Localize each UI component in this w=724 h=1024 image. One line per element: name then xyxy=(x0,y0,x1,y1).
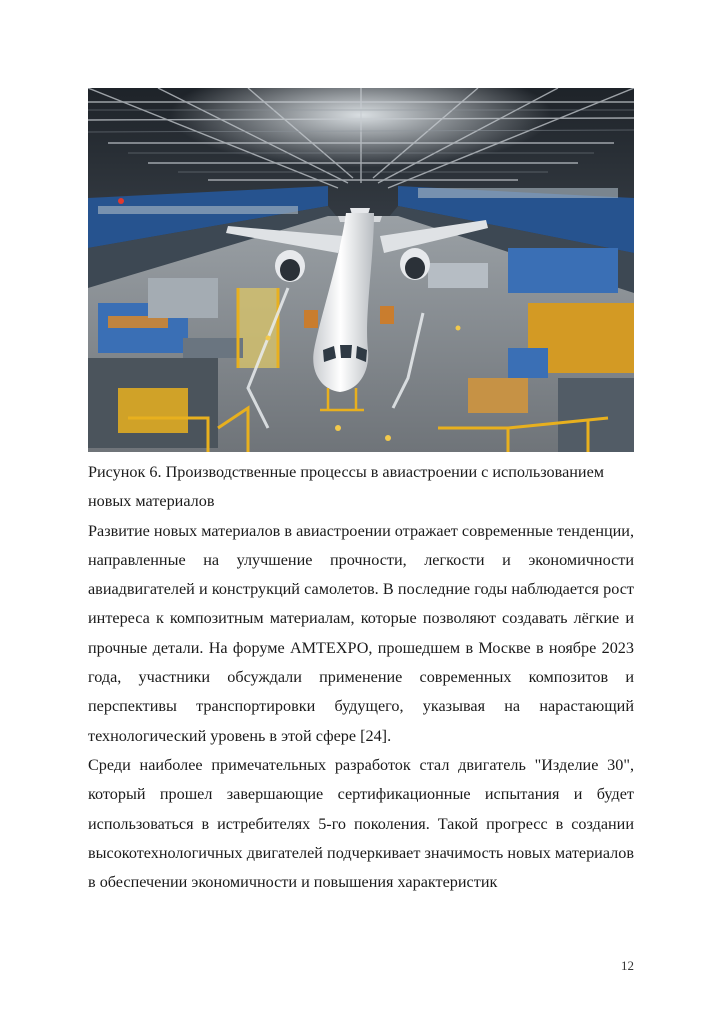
hangar-aircraft-assembly-photo-icon xyxy=(88,88,634,452)
page-number: 12 xyxy=(621,958,634,973)
body-text xyxy=(88,458,634,897)
paragraph: Развитие новых материалов в авиастроении отражает современные тенденции, направленные на улучшение прочности, легкости и экономичности авиадвигателей и конструкций самолетов. В последние годы наблюдается рост интереса к композитным материалам, которые позволяют создавать лёгкие и прочные детали. На форуме АМТЕХРО, прошедшем в Москве в ноябре 2023 года, участники обсуждали применение современных композитов и перспективы транспортировки будущего, указывая на нарастающий технологический уровень в этой сфере [24]. xyxy=(88,521,635,745)
aircraft-factory-photo xyxy=(88,88,634,452)
paragraph: Среди наиболее примечательных разработок стал двигатель "Изделие 30", который прошел завершающие сертификационные испытания и будет использоваться в истребителях 5-го поколения. Такой прогресс в создании высокотехнологичных двигателей подчеркивает значимость новых материалов в обеспечении экономичности и повышения характеристик xyxy=(88,755,634,892)
figure-caption: Рисунок 6. Производственные процессы в авиастроении с использованием новых материалов xyxy=(88,463,605,511)
